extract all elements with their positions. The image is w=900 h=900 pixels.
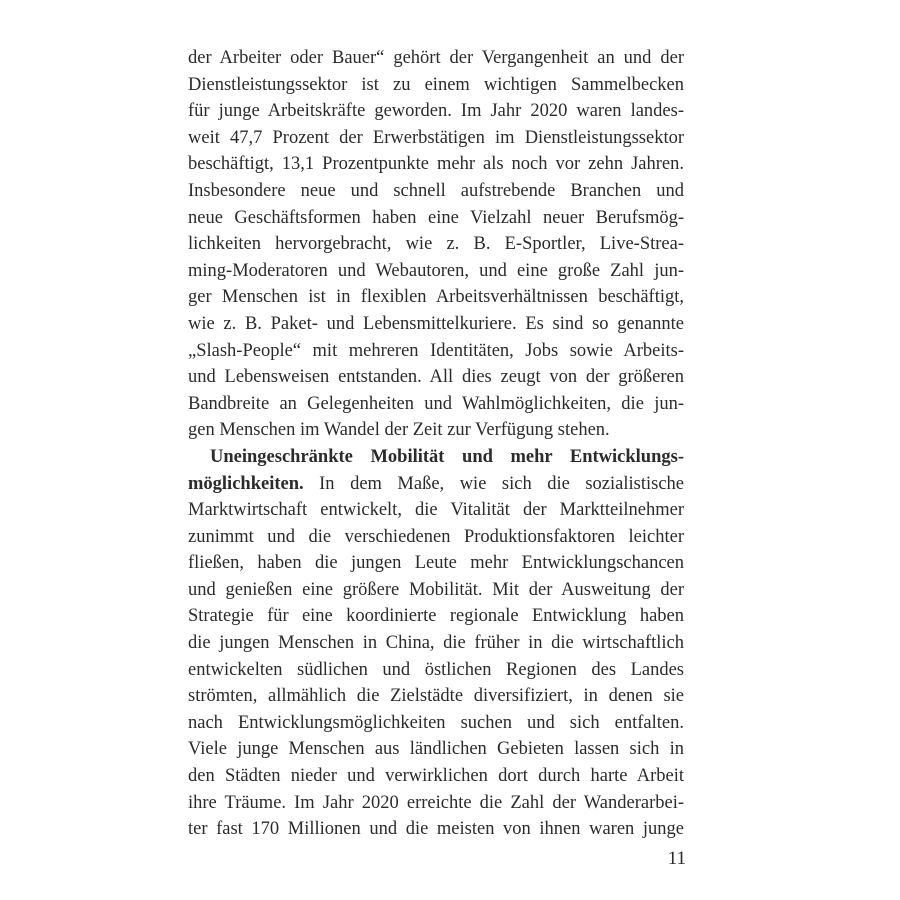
text-line: die jungen Menschen in China, die früher in die wirtschaftlich	[188, 633, 684, 654]
text-line: Viele junge Menschen aus ländlichen Gebieten lassen sich in	[188, 739, 684, 760]
text-line: wie z. B. Paket- und Lebensmittelkuriere. Es sind so genannte	[188, 313, 684, 334]
text-line: weit 47,7 Prozent der Erwerbstätigen im Dienstleistungssektor	[188, 127, 684, 148]
text-line: strömten, allmählich die Zielstädte diversifiziert, in denen sie	[188, 686, 684, 707]
text-line: „Slash-People“ mit mehreren Identitäten, Jobs sowie Arbeits-	[188, 340, 684, 361]
text-line: Insbesondere neue und schnell aufstrebende Branchen und	[188, 180, 684, 201]
page-number: 11	[667, 848, 686, 869]
text-line: neue Geschäftsformen haben eine Vielzahl neuer Berufsmög-	[188, 207, 684, 228]
run-in-heading: Uneingeschränkte Mobilität und mehr Entwicklungs-	[210, 446, 684, 467]
text-line: Bandbreite an Gelegenheiten und Wahlmöglichkeiten, die jun-	[188, 393, 684, 414]
text-line: für junge Arbeitskräfte geworden. Im Jahr 2020 waren landes-	[188, 101, 684, 122]
text-line: Marktwirtschaft entwickelt, die Vitalität der Marktteilnehmer	[188, 500, 684, 521]
text-line: und genießen eine größere Mobilität. Mit der Ausweitung der	[188, 579, 684, 600]
text-line: den Städten nieder und verwirklichen dort durch harte Arbeit	[188, 766, 684, 787]
text-line: nach Entwicklungsmöglichkeiten suchen und sich entfalten.	[188, 712, 684, 733]
text-line: fließen, haben die jungen Leute mehr Entwicklungschancen	[188, 553, 684, 574]
text-line: ger Menschen ist in flexiblen Arbeitsverhältnissen beschäftigt,	[188, 287, 684, 308]
paragraph-2	[188, 444, 684, 843]
text-line: Strategie für eine koordinierte regionale Entwicklung haben	[188, 606, 684, 627]
text-line: Dienstleistungssektor ist zu einem wichtigen Sammelbecken	[188, 74, 684, 95]
text-line: der Arbeiter oder Bauer“ gehört der Vergangenheit an und der	[188, 48, 684, 68]
text-line: ming-Moderatoren und Webautoren, und eine große Zahl jun-	[188, 260, 684, 281]
text-line: ihre Träume. Im Jahr 2020 erreichte die Zahl der Wanderarbei-	[188, 792, 684, 813]
text-line: ter fast 170 Millionen und die meisten von ihnen waren junge	[188, 819, 684, 840]
paragraph-1	[188, 45, 684, 444]
text-line: und Lebensweisen entstanden. All dies zeugt von der größeren	[188, 367, 684, 388]
text-line	[188, 471, 684, 498]
body-text	[188, 45, 684, 843]
run-in-heading-continued: möglichkeiten.	[188, 473, 304, 494]
text-line: entwickelten südlichen und östlichen Regionen des Landes	[188, 659, 684, 680]
text-line: gen Menschen im Wandel der Zeit zur Verfügung stehen.	[188, 420, 610, 441]
text-line	[188, 444, 684, 471]
text-line: zunimmt und die verschiedenen Produktionsfaktoren leichter	[188, 526, 684, 547]
text-run: In dem Maße, wie sich die sozialistische	[303, 473, 684, 494]
text-line: lichkeiten hervorgebracht, wie z. B. E-Sportler, Live-Strea-	[188, 234, 684, 255]
text-line: beschäftigt, 13,1 Prozentpunkte mehr als noch vor zehn Jahren.	[188, 154, 684, 175]
